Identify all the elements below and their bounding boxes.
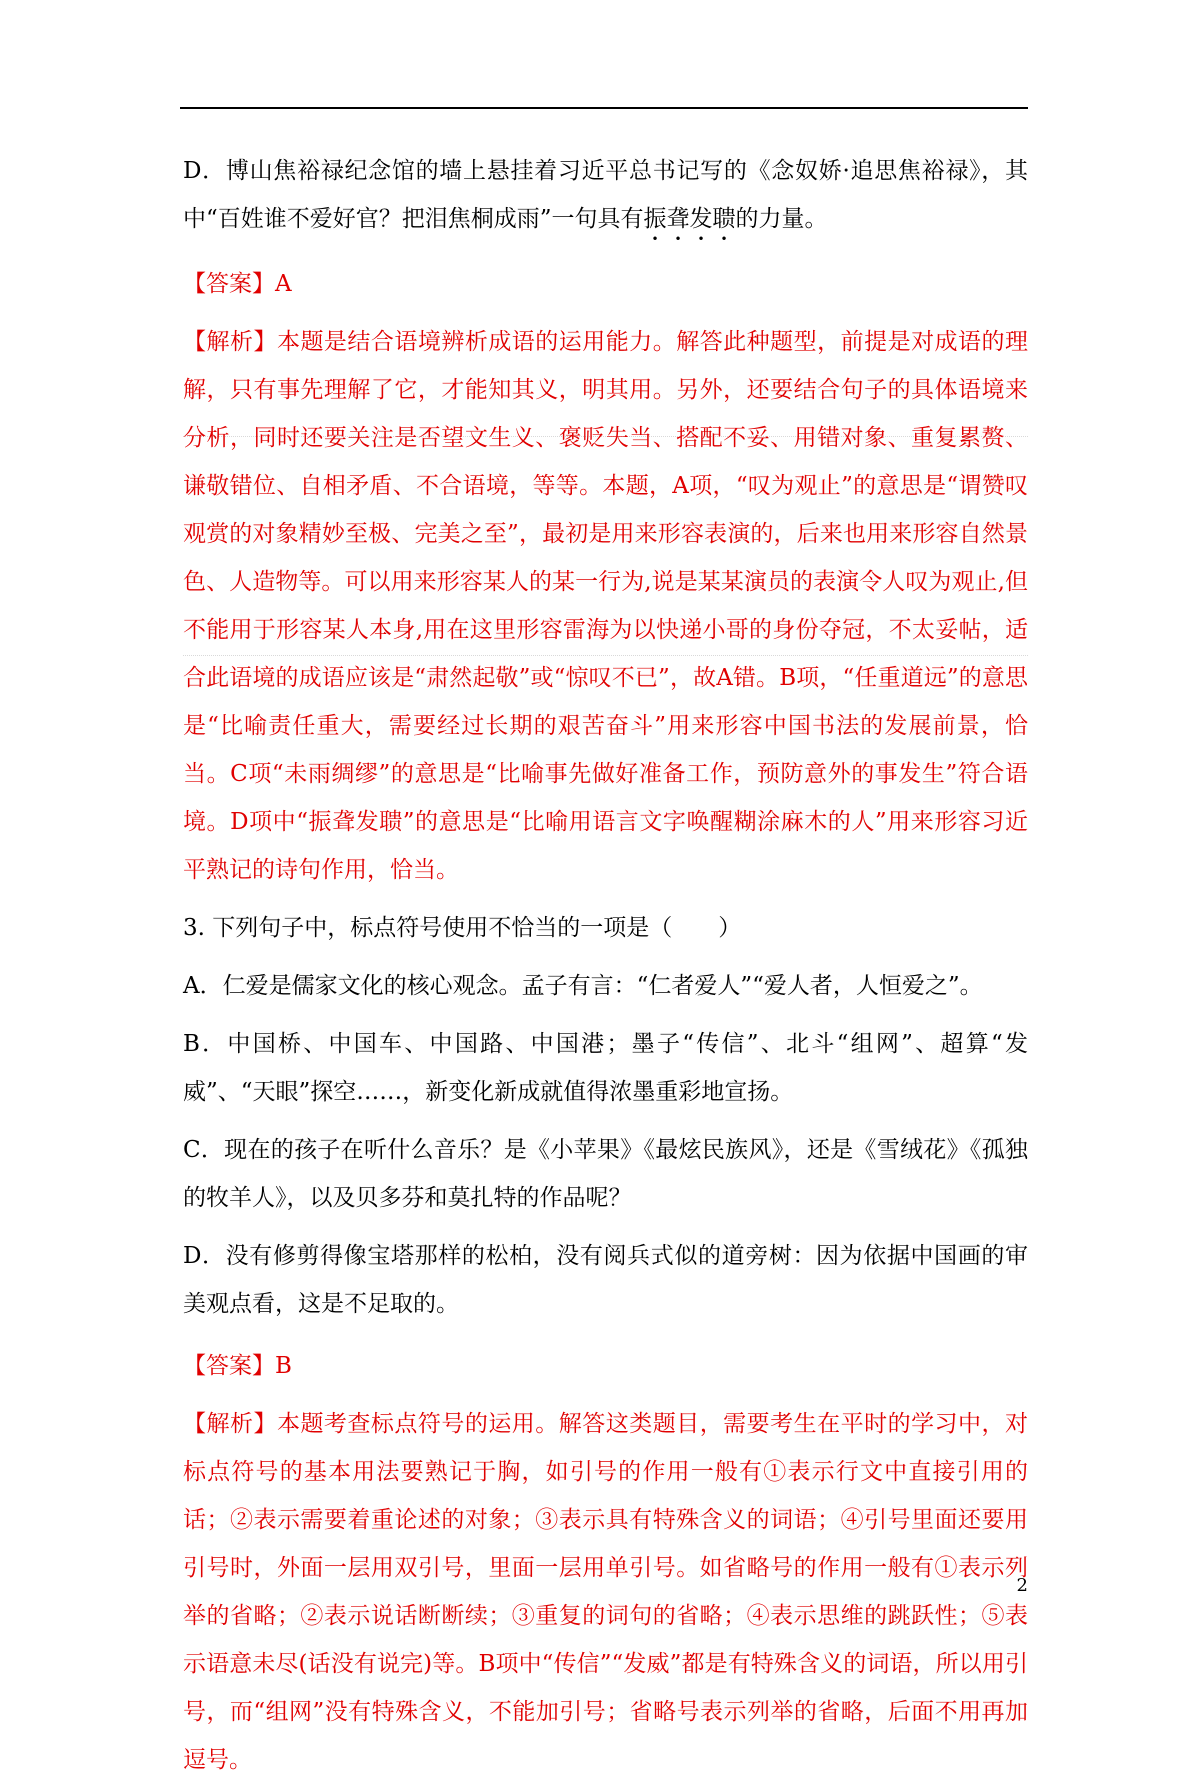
q2-answer (183, 260, 1028, 308)
q2-option-d-line1: D．博山焦裕禄纪念馆的墙上悬挂着习近平总书记写的《念奴娇·追思焦裕禄》，其中“百 (183, 158, 1028, 232)
answer-label: 【答案】 (183, 1353, 275, 1379)
q3-option-b: B．中国桥、中国车、中国路、中国港；墨子“传信”、北斗“组网”、超算“发威”、“天眼”探空……，新变化新成就值得浓墨重彩地宣扬。 (183, 1031, 1028, 1105)
q3-stem: 3. 下列句子中，标点符号使用不恰当的一项是（ ） (183, 915, 742, 941)
q2-option-d-emphasis: 振聋发聩 (643, 206, 736, 232)
answer-value: B (275, 1353, 292, 1379)
analysis-text: 本题是结合语境辨析成语的运用能力。解答此种题型，前提是对成语的理解，只有事先理解了它，才能知其义，明其用。另外，还要结合句子的具体语境来分析，同时还要关注是否望文生义、褒贬失当、搭配不妥、用错对象、重复累赘、谦敬错位、自相矛盾、不合语境，等等。本题，A项，“叹为观止”的意思是“谓赞叹观赏的对象精妙至极、完美之至”，最初是用来形容表演的，后来也用来形容自然景色、人造物等。可以用来形容某人的某一行为,说是某某演员的表演令人叹为观止,但不能用于形容某人本身,用在这里形容雷海为以快递小哥的身份夺冠，不太妥帖，适合此语境的成语应该是“肃然起敬”或“惊叹不已”，故A错。B项，“任重道远”的意思是“比喻责任重大，需要经过长期的艰苦奋斗”用来形容中国书法的发展前景，恰当。C项“未雨绸缪”的意思是“比喻事先做好准备工作，预防意外的事发生”符合语境。D项中“振聋发聩”的意思是“比喻用语言文字唤醒糊涂麻木的人”用来形容习近平熟记的诗句作用，恰当。 (183, 329, 1029, 883)
q3-answer (183, 1342, 1028, 1390)
q2-option-d-line2-pre: 姓谁不爱好官？把泪焦桐成雨”一句具有 (240, 206, 644, 232)
q3-option-d: D．没有修剪得像宝塔那样的松柏，没有阅兵式似的道旁树：因为依据中国画的审美观点看，这是不足取的。 (183, 1243, 1028, 1317)
q2-option-d (183, 147, 1028, 246)
answer-value: A (275, 271, 292, 297)
q3-option-c: C．现在的孩子在听什么音乐？是《小苹果》《最炫民族风》，还是《雪绒花》《孤独的牧羊人》，以及贝多芬和莫扎特的作品呢？ (183, 1137, 1028, 1211)
analysis-text: 本题考查标点符号的运用。解答这类题目，需要考生在平时的学习中，对标点符号的基本用法要熟记于胸，如引号的作用一般有①表示行文中直接引用的话；②表示需要着重论述的对象；③表示具有特殊含义的词语；④引号里面还要用引号时，外面一层用双引号，里面一层用单引号。如省略号的作用一般有①表示列举的省略；②表示说话断断续；③重复的词句的省略；④表示思维的跳跃性；⑤表示语意未尽(话没有说完)等。B项中“传信”“发威”都是有特殊含义的词语，所以用引号，而“组网”没有特殊含义，不能加引号；省略号表示列举的省略，后面不用再加逗号。 (183, 1411, 1029, 1773)
q3-option-a: A．仁爱是儒家文化的核心观念。孟子有言：“仁者爱人”“爱人者，人恒爱之”。 (183, 973, 983, 999)
q2-option-d-line2-post: 的力量。 (735, 206, 828, 232)
page-content (183, 147, 1028, 1784)
analysis-label: 【解析】 (183, 329, 277, 355)
analysis-label: 【解析】 (183, 1411, 277, 1437)
q3-analysis (183, 1400, 1028, 1784)
header-rule (180, 107, 1028, 109)
answer-label: 【答案】 (183, 271, 275, 297)
q2-analysis (183, 318, 1028, 894)
page-number: 2 (1016, 1575, 1028, 1596)
